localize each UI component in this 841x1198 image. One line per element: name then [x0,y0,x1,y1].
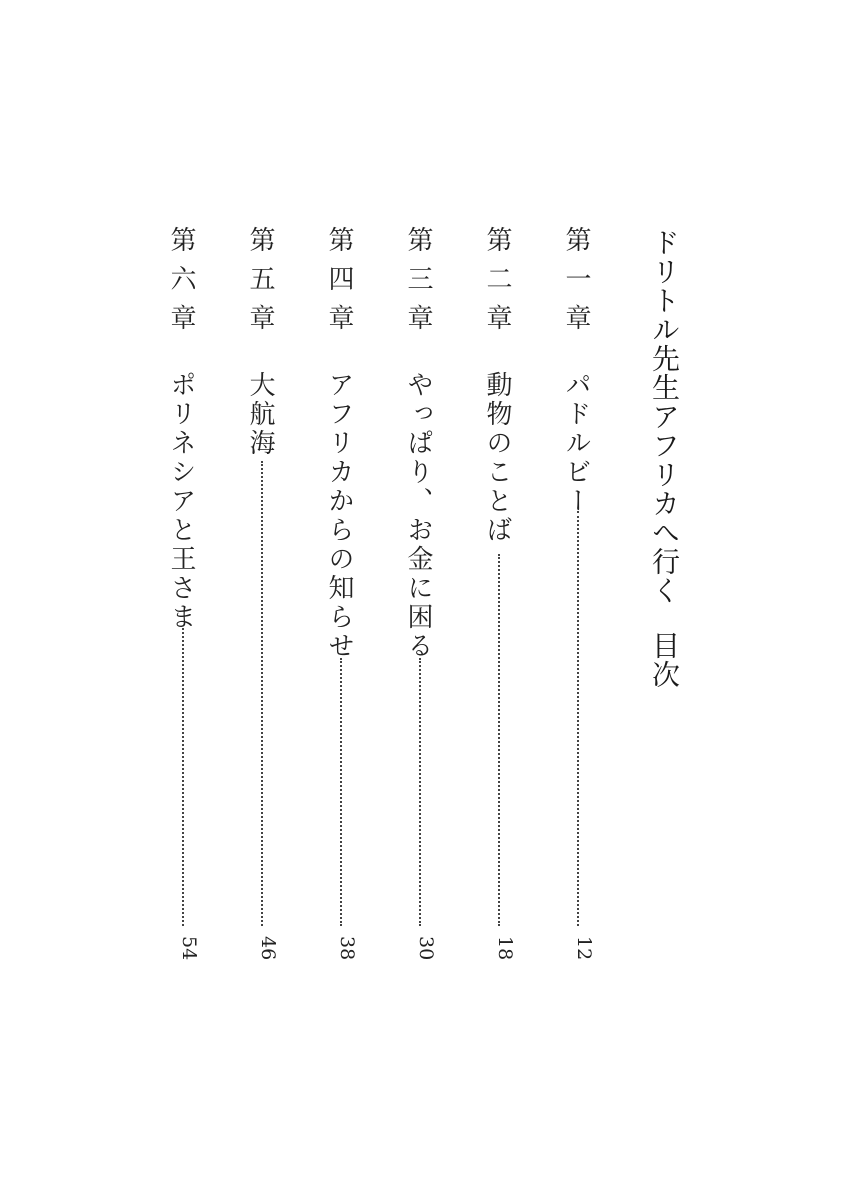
toc-entry-3[interactable] [403,226,437,966]
page-number: 46 [257,936,279,961]
chapter-title: アフリカからの知らせ [324,371,354,661]
book-title: ドリトル先生アフリカへ行く [648,228,681,605]
page-number: 30 [415,936,437,961]
dot-leader [498,554,500,926]
dot-leader [261,461,263,926]
page-number: 18 [494,936,516,961]
toc-entry-6[interactable] [166,226,200,966]
chapter-title: ポリネシアと王さま [166,371,196,632]
chapter-number: 第二章 [482,226,512,343]
page-number: 54 [178,936,200,961]
chapter-title: 動物のことば [482,371,512,545]
dot-leader [340,658,342,926]
toc-entry-4[interactable] [324,226,358,966]
chapter-number: 第六章 [166,226,196,343]
page-number: 38 [336,936,358,961]
toc-entry-5[interactable] [245,226,279,966]
dot-leader [577,511,579,926]
toc-entry-2[interactable] [482,226,516,966]
chapter-number: 第五章 [245,226,275,343]
page-number: 12 [573,936,595,961]
toc-title [640,228,684,689]
chapter-title: パドルビー [561,371,591,516]
chapter-title: やっぱり、お金に困る [403,371,433,661]
chapter-number: 第四章 [324,226,354,343]
chapter-number: 第一章 [561,226,591,343]
dot-leader [419,658,421,926]
toc-entry-1[interactable] [561,226,595,966]
chapter-title: 大航海 [245,371,275,458]
toc-heading: 目次 [648,631,681,689]
chapter-number: 第三章 [403,226,433,343]
dot-leader [182,628,184,926]
